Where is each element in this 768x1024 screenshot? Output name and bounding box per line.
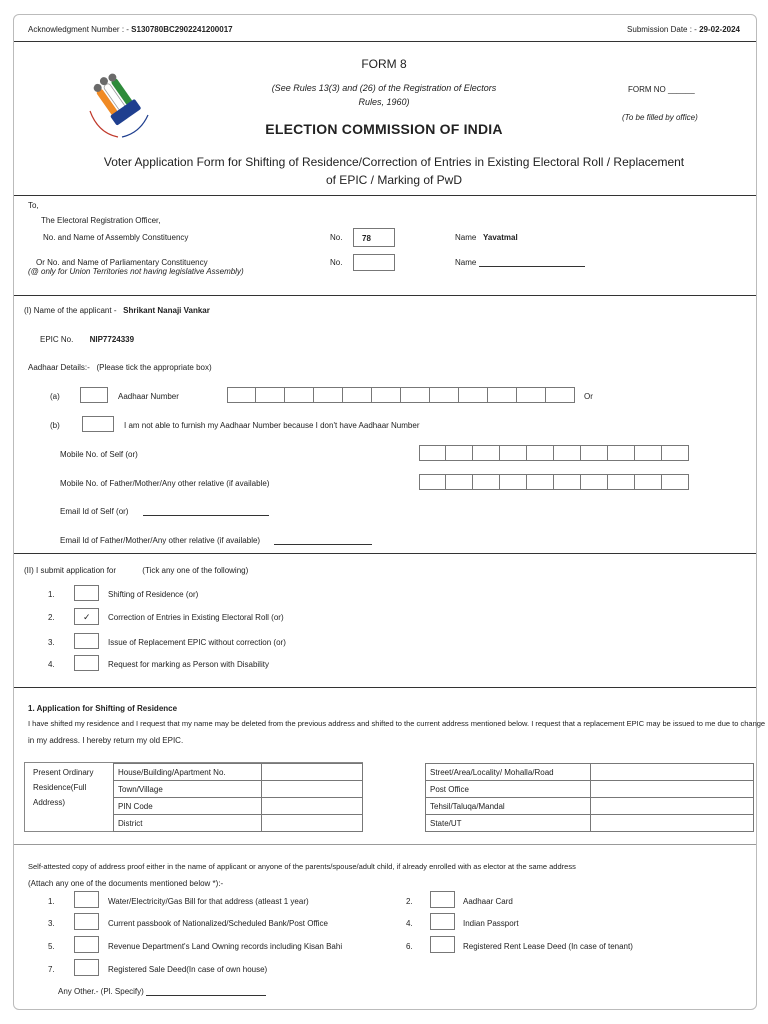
parliamentary-label: Or No. and Name of Parliamentary Constituency bbox=[36, 258, 208, 267]
aadhaar-or-label: Or bbox=[584, 392, 593, 401]
aadhaar-details-row: Aadhaar Details:- (Please tick the appropriate box) bbox=[28, 363, 212, 372]
doc-6-label: Registered Rent Lease Deed (In case of tenant) bbox=[463, 942, 633, 951]
commission-title: ELECTION COMMISSION OF INDIA bbox=[265, 121, 503, 137]
other-doc-row: Any Other.- (Pl. Specify) bbox=[58, 987, 266, 996]
mobile-self-label: Mobile No. of Self (or) bbox=[60, 450, 138, 459]
address-table-right bbox=[425, 763, 754, 832]
email-relative-row: Email Id of Father/Mother/Any other relative (if available) bbox=[60, 536, 372, 545]
shifting-checkbox[interactable] bbox=[74, 585, 99, 601]
assembly-no-field[interactable]: 78 bbox=[353, 228, 395, 247]
email-self-row: Email Id of Self (or) bbox=[60, 507, 269, 516]
rules-line-1: (See Rules 13(3) and (26) of the Registration of Electors bbox=[271, 83, 497, 93]
town-label: Town/Village bbox=[114, 781, 262, 798]
parliamentary-no-field[interactable] bbox=[353, 254, 395, 271]
shifting-paragraph-1: I have shifted my residence and I request that my name may be deleted from the previous address and shifted to the current address mentioned below. I request that a replacement EPIC may be issued to me due to change bbox=[28, 719, 766, 728]
doc-7-num: 7. bbox=[48, 965, 55, 974]
doc-7-checkbox[interactable] bbox=[74, 959, 99, 976]
shifting-paragraph-2: in my address. I hereby return my old EPIC. bbox=[28, 736, 184, 745]
district-field[interactable] bbox=[262, 815, 363, 832]
house-field[interactable] bbox=[262, 764, 363, 781]
doc-4-num: 4. bbox=[406, 919, 413, 928]
submission-row: Submission Date : - 29-02-2024 bbox=[627, 25, 740, 34]
doc-5-num: 5. bbox=[48, 942, 55, 951]
post-office-label: Post Office bbox=[426, 781, 591, 798]
check-icon: ✓ bbox=[83, 612, 91, 622]
officer-label: The Electoral Registration Officer, bbox=[41, 216, 161, 225]
ack-number: S130780BC2902241200017 bbox=[131, 25, 233, 34]
main-title-line-2: of EPIC / Marking of PwD bbox=[325, 173, 463, 187]
submit-row: (II) I submit application for (Tick any one of the following) bbox=[24, 566, 249, 575]
doc-5-checkbox[interactable] bbox=[74, 936, 99, 953]
pin-label: PIN Code bbox=[114, 798, 262, 815]
option-b-label: (b) bbox=[50, 421, 60, 430]
assembly-name-row: Name Yavatmal bbox=[455, 233, 518, 242]
email-self-field[interactable] bbox=[143, 515, 269, 516]
doc-3-num: 3. bbox=[48, 919, 55, 928]
doc-2-checkbox[interactable] bbox=[430, 891, 455, 908]
form-no-field: FORM NO ______ bbox=[628, 85, 695, 94]
no-aadhaar-label: I am not able to furnish my Aadhaar Number because I don't have Aadhaar Number bbox=[124, 421, 420, 430]
present-label-3: Address) bbox=[33, 798, 66, 807]
no-aadhaar-checkbox[interactable] bbox=[82, 416, 114, 432]
parliamentary-no-label: No. bbox=[330, 258, 343, 267]
epic-number: NIP7724339 bbox=[89, 335, 135, 344]
doc-5-label: Revenue Department's Land Owning records including Kisan Bahi bbox=[108, 942, 343, 951]
submit-option-1-label: Shifting of Residence (or) bbox=[108, 590, 199, 599]
shifting-heading: 1. Application for Shifting of Residence bbox=[28, 704, 178, 713]
aadhaar-number-label: Aadhaar Number bbox=[118, 392, 179, 401]
submit-option-3-num: 3. bbox=[48, 638, 55, 647]
eci-logo-icon bbox=[78, 63, 158, 143]
doc-6-checkbox[interactable] bbox=[430, 936, 455, 953]
submit-option-4-num: 4. bbox=[48, 660, 55, 669]
doc-1-label: Water/Electricity/Gas Bill for that address (atleast 1 year) bbox=[108, 897, 309, 906]
ack-row: Acknowledgment Number : - S130780BC2902241200017 bbox=[28, 25, 233, 34]
parliamentary-name-field[interactable] bbox=[479, 266, 585, 267]
state-field[interactable] bbox=[591, 815, 754, 832]
applicant-name-row: (I) Name of the applicant - Shrikant Nanaji Vankar bbox=[24, 306, 210, 315]
ut-note: (@ only for Union Territories not having legislative Assembly) bbox=[28, 267, 244, 276]
present-label-2: Residence(Full bbox=[33, 783, 87, 792]
pin-field[interactable] bbox=[262, 798, 363, 815]
office-note: (To be filled by office) bbox=[622, 113, 698, 122]
doc-7-label: Registered Sale Deed(In case of own house) bbox=[108, 965, 268, 974]
to-label: To, bbox=[28, 201, 39, 210]
applicant-divider bbox=[14, 553, 756, 554]
title-divider bbox=[14, 195, 756, 196]
option-a-label: (a) bbox=[50, 392, 60, 401]
email-relative-field[interactable] bbox=[274, 544, 372, 545]
doc-4-label: Indian Passport bbox=[463, 919, 519, 928]
form-number-title: FORM 8 bbox=[361, 57, 407, 71]
aadhaar-number-field[interactable] bbox=[227, 387, 575, 403]
doc-3-checkbox[interactable] bbox=[74, 913, 99, 930]
assembly-label: No. and Name of Assembly Constituency bbox=[43, 233, 189, 242]
aadhaar-a-checkbox[interactable] bbox=[80, 387, 108, 403]
assembly-no-label: No. bbox=[330, 233, 343, 242]
to-divider bbox=[14, 295, 756, 296]
doc-2-num: 2. bbox=[406, 897, 413, 906]
house-label: House/Building/Apartment No. bbox=[114, 764, 262, 781]
post-office-field[interactable] bbox=[591, 781, 754, 798]
doc-3-label: Current passbook of Nationalized/Scheduled Bank/Post Office bbox=[108, 919, 328, 928]
mobile-relative-field[interactable] bbox=[419, 474, 689, 490]
doc-6-num: 6. bbox=[406, 942, 413, 951]
mobile-self-field[interactable] bbox=[419, 445, 689, 461]
correction-checkbox[interactable] bbox=[74, 608, 99, 625]
address-table-left bbox=[113, 763, 363, 832]
applicant-name: Shrikant Nanaji Vankar bbox=[123, 306, 210, 315]
main-title-line-1: Voter Application Form for Shifting of Residence/Correction of Entries in Existing Electoral Roll / Replacement bbox=[103, 155, 685, 169]
parliamentary-name-row: Name bbox=[455, 258, 585, 267]
submit-option-4-label: Request for marking as Person with Disability bbox=[108, 660, 269, 669]
epic-row: EPIC No. NIP7724339 bbox=[40, 335, 135, 344]
tehsil-field[interactable] bbox=[591, 798, 754, 815]
present-label-1: Present Ordinary bbox=[33, 768, 94, 777]
tehsil-label: Tehsil/Taluqa/Mandal bbox=[426, 798, 591, 815]
submit-divider bbox=[14, 687, 756, 688]
doc-1-checkbox[interactable] bbox=[74, 891, 99, 908]
district-label: District bbox=[114, 815, 262, 832]
doc-4-checkbox[interactable] bbox=[430, 913, 455, 930]
shifting-divider bbox=[14, 844, 756, 845]
proof-line-1: Self-attested copy of address proof either in the name of applicant or anyone of the parents/spouse/adult child, if already enrolled with as elector at the same address bbox=[28, 862, 576, 871]
state-label: State/UT bbox=[426, 815, 591, 832]
assembly-name: Yavatmal bbox=[483, 233, 518, 242]
submit-option-1-num: 1. bbox=[48, 590, 55, 599]
proof-line-2: (Attach any one of the documents mentioned below *):- bbox=[28, 879, 224, 888]
submit-option-2-num: 2. bbox=[48, 613, 55, 622]
doc-1-num: 1. bbox=[48, 897, 55, 906]
submit-option-3-label: Issue of Replacement EPIC without correction (or) bbox=[108, 638, 286, 647]
street-label: Street/Area/Locality/ Mohalla/Road bbox=[426, 764, 591, 781]
town-field[interactable] bbox=[262, 781, 363, 798]
pwd-checkbox[interactable] bbox=[74, 655, 99, 671]
other-doc-field[interactable] bbox=[146, 995, 266, 996]
form-page bbox=[13, 14, 766, 1010]
rules-line-2: Rules, 1960) bbox=[358, 97, 410, 107]
header-divider bbox=[14, 41, 756, 42]
doc-2-label: Aadhaar Card bbox=[463, 897, 513, 906]
street-field[interactable] bbox=[591, 764, 754, 781]
submit-option-2-label: Correction of Entries in Existing Electoral Roll (or) bbox=[108, 613, 284, 622]
mobile-relative-label: Mobile No. of Father/Mother/Any other relative (if available) bbox=[60, 479, 270, 488]
submission-date: 29-02-2024 bbox=[699, 25, 740, 34]
replacement-epic-checkbox[interactable] bbox=[74, 633, 99, 649]
